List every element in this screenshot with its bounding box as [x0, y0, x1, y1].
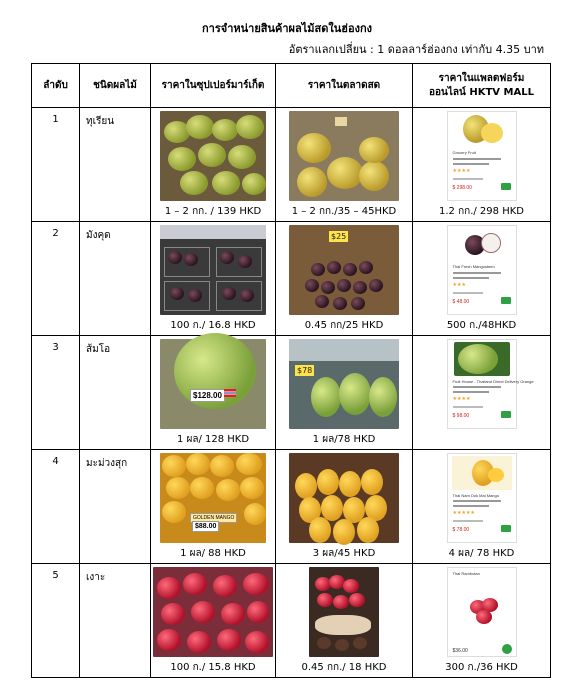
screen-price: $ 48.00 [452, 299, 470, 305]
header-market: ราคาในตลาดสด [276, 64, 413, 108]
fruit-name: ส้มโอ [80, 336, 151, 450]
online-cell [413, 336, 551, 450]
row-number: 2 [32, 222, 80, 336]
table-header-row [32, 64, 551, 108]
supermarket-price: 1 ผล/ 88 HKD [180, 548, 246, 559]
online-price: 4 ผล/ 78 HKD [448, 548, 515, 559]
screen-product-name: Thai Nam Dok Mai Mango [452, 493, 499, 498]
mango-market-photo [289, 453, 399, 543]
supermarket-cell [151, 564, 276, 678]
market-cell [276, 222, 413, 336]
market-price: 0.45 กก./ 18 HKD [301, 662, 387, 673]
screen-product-name: Thai Fresh Mangosteen [452, 264, 495, 269]
exchange-rate-note: อัตราแลกเปลี่ยน : 1 ดอลลาร์ฮ่องกง เท่ากับ 4.35 บาท [288, 43, 544, 56]
market-price-tag: $78 [297, 366, 313, 375]
supermarket-label-tag: GOLDEN MANGO [190, 513, 237, 523]
supermarket-price: 100 ก./ 15.8 HKD [170, 662, 256, 673]
rambutan-supermarket-photo [153, 567, 273, 657]
supermarket-cell [151, 108, 276, 222]
fruit-price-table [31, 63, 551, 678]
fruit-name: ทุเรียน [80, 108, 151, 222]
screen-product-name: Thai Rambutan [452, 571, 480, 576]
market-price: 3 ผล/45 HKD [312, 548, 376, 559]
screen-price: $ 298.00 [452, 185, 472, 191]
fruit-name: เงาะ [80, 564, 151, 678]
header-online-line1: ราคาในแพลตฟอร์ม [438, 72, 525, 84]
supermarket-price: 100 ก./ 16.8 HKD [170, 320, 256, 331]
screen-price: $ 78.00 [452, 527, 470, 533]
fruit-name: มะม่วงสุก [80, 450, 151, 564]
market-cell [276, 336, 413, 450]
mango-supermarket-photo [160, 453, 266, 543]
durian-market-photo [289, 111, 399, 201]
pomelo-market-photo [289, 339, 399, 429]
pomelo-supermarket-photo [160, 339, 266, 429]
online-cell [413, 564, 551, 678]
market-cell [276, 450, 413, 564]
mangosteen-online-screenshot: Thai Fresh Mangosteen ★★★ $ 48.00 [447, 225, 517, 315]
header-no: ลำดับ [32, 64, 80, 108]
supermarket-price-tag: $88.00 [192, 521, 219, 532]
row-number: 4 [32, 450, 80, 564]
fruit-name: มังคุด [80, 222, 151, 336]
header-supermarket: ราคาในซุปเปอร์มาร์เก็ต [151, 64, 276, 108]
market-price: 0.45 กก/25 HKD [304, 320, 384, 331]
online-price: 500 ก./48HKD [446, 320, 517, 331]
row-number: 3 [32, 336, 80, 450]
supermarket-price: 1 – 2 กก. / 139 HKD [164, 206, 262, 217]
mangosteen-supermarket-photo [160, 225, 266, 315]
market-price: 1 – 2 กก./35 – 45HKD [291, 206, 397, 217]
row-number: 1 [32, 108, 80, 222]
durian-supermarket-photo [160, 111, 266, 201]
mango-online-screenshot: Thai Nam Dok Mai Mango ★★★★★ $ 78.00 [447, 453, 517, 543]
rambutan-online-screenshot [447, 567, 517, 657]
online-cell [413, 450, 551, 564]
screen-price: $ 98.00 [452, 413, 470, 419]
mangosteen-market-photo [289, 225, 399, 315]
market-price-tag: $25 [331, 232, 347, 241]
page-title: การจำหน่ายสินค้าผลไม้สดในฮ่องกง [202, 22, 372, 35]
supermarket-cell [151, 336, 276, 450]
online-price: 300 ก./36 HKD [445, 662, 518, 673]
header-online [413, 64, 551, 108]
online-price: 1.2 กก./ 298 HKD [439, 206, 524, 217]
durian-online-screenshot: Grocery Fruit ★★★★ $ 298.00 [447, 111, 517, 201]
supermarket-price-tag: $128.00 [190, 389, 225, 402]
screen-product-name: Grocery Fruit [452, 150, 476, 155]
table-row [32, 222, 551, 336]
row-number: 5 [32, 564, 80, 678]
supermarket-cell [151, 222, 276, 336]
market-cell [276, 108, 413, 222]
market-cell [276, 564, 413, 678]
supermarket-cell [151, 450, 276, 564]
rambutan-market-photo [309, 567, 379, 657]
screen-price: $36.00 [452, 648, 468, 654]
supermarket-price: 1 ผล/ 128 HKD [176, 434, 250, 445]
header-online-line2: ออนไลน์ HKTV MALL [429, 86, 534, 98]
header-fruit-type: ชนิดผลไม้ [80, 64, 151, 108]
online-cell [413, 108, 551, 222]
table-row [32, 108, 551, 222]
table-row [32, 336, 551, 450]
screen-product-name: Fruit House - Thailand Direct Delivery Orange [452, 379, 534, 384]
pomelo-online-screenshot: Fruit House - Thailand Direct Delivery Orange ★★★★ $ 98.00 [447, 339, 517, 429]
table-row [32, 564, 551, 678]
online-cell [413, 222, 551, 336]
table-row [32, 450, 551, 564]
market-price: 1 ผล/78 HKD [312, 434, 376, 445]
